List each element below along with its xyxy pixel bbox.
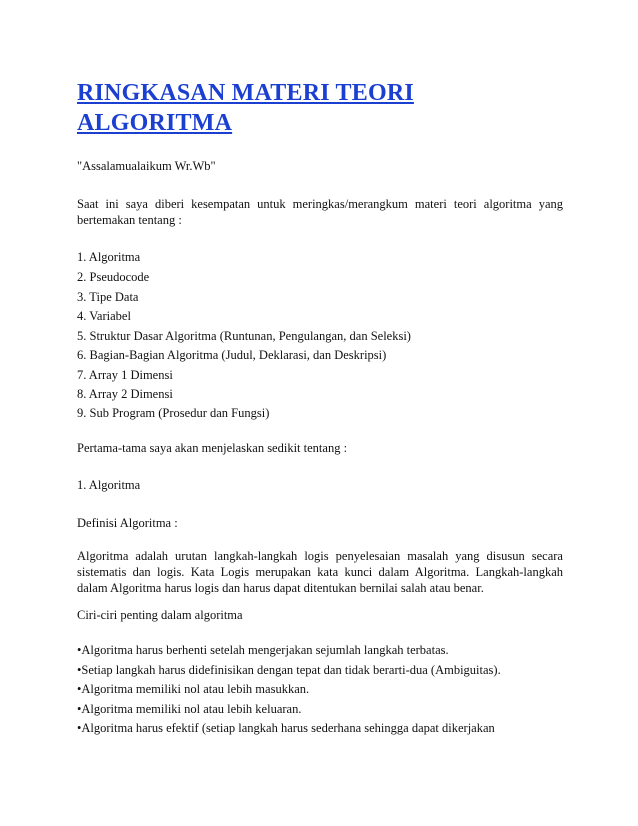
definisi-label: Definisi Algoritma : (77, 516, 178, 530)
list-item: •Algoritma memiliki nol atau lebih masukkan. (77, 682, 310, 696)
list-item: 9. Sub Program (Prosedur dan Fungsi) (77, 406, 270, 420)
list-item: 3. Tipe Data (77, 290, 139, 304)
list-item: •Setiap langkah harus didefinisikan dengan tepat dan tidak berarti-dua (Ambiguitas). (77, 663, 501, 677)
list-item: 6. Bagian-Bagian Algoritma (Judul, Deklarasi, dan Deskripsi) (77, 348, 387, 362)
section-heading: 1. Algoritma (77, 478, 141, 492)
list-item: •Algoritma harus berhenti setelah mengerjakan sejumlah langkah terbatas. (77, 643, 449, 657)
list-item: •Algoritma harus efektif (setiap langkah harus sederhana sehingga dapat dikerjakan (77, 721, 495, 735)
list-item: 2. Pseudocode (77, 270, 150, 284)
greeting: "Assalamualaikum Wr.Wb" (77, 159, 216, 173)
intro-paragraph: Saat ini saya diberi kesempatan untuk meringkas/merangkum materi teori algoritma yang bertemakan tentang : (77, 197, 563, 227)
document-title: RINGKASAN MATERI TEORI ALGORITMA (77, 80, 414, 136)
list-item: 1. Algoritma (77, 250, 141, 264)
list-item: 7. Array 1 Dimensi (77, 368, 173, 382)
list-item: 5. Struktur Dasar Algoritma (Runtunan, Pengulangan, dan Seleksi) (77, 329, 411, 343)
list-item: 4. Variabel (77, 309, 131, 323)
pertama-paragraph: Pertama-tama saya akan menjelaskan sedikit tentang : (77, 441, 348, 455)
list-item: •Algoritma memiliki nol atau lebih keluaran. (77, 702, 302, 716)
ciri-label: Ciri-ciri penting dalam algoritma (77, 608, 243, 622)
definisi-paragraph: Algoritma adalah urutan langkah-langkah logis penyelesaian masalah yang disusun secara sistematis dan logis. Kata Logis merupakan kata kunci dalam Algoritma. Langkah-langkah dalam Algoritma harus logis dan harus dapat ditentukan bernilai salah atau benar. (77, 549, 563, 595)
list-item: 8. Array 2 Dimensi (77, 387, 173, 401)
